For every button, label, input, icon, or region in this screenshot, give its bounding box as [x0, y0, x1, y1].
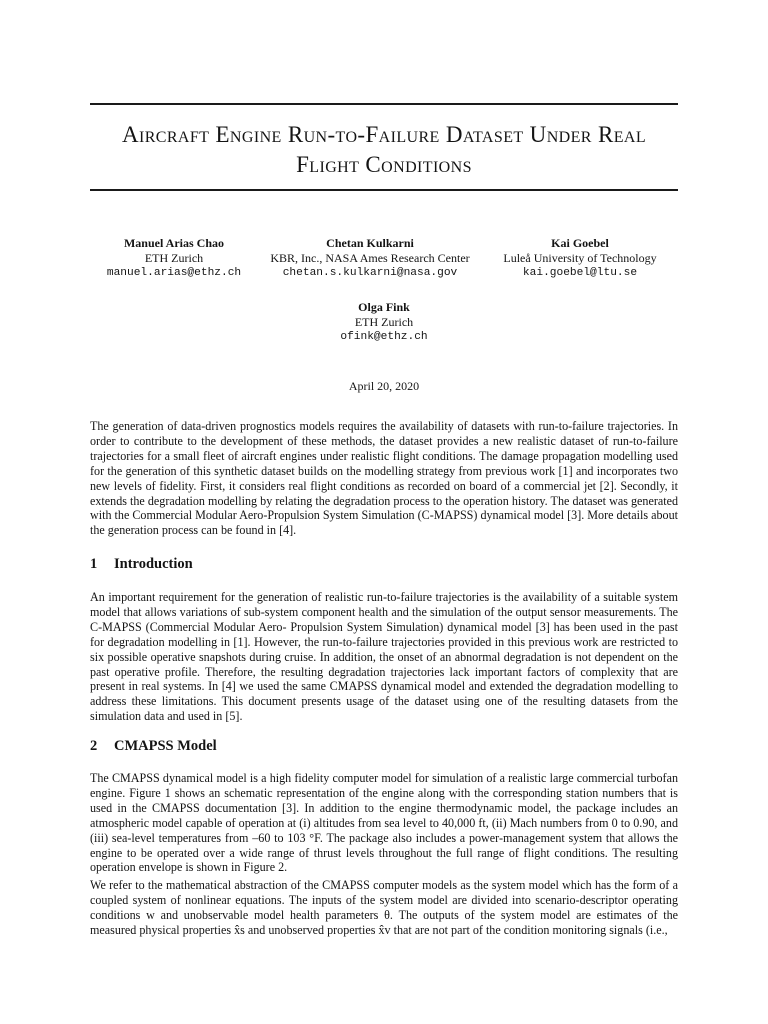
- title-rule-bottom: [90, 189, 678, 191]
- abstract: The generation of data-driven prognostics models requires the availability of datasets with run-to-failure trajectories. In order to contribute to the development of these methods, the dataset provides a new realistic dataset of run-to-failure trajectories for a small fleet of aircraft engines under realistic flight conditions. The damage propagation modelling used for the generation of this synthetic dataset builds on the modelling strategy from previous work [1] and incorporates two new levels of fidelity. First, it considers real flight conditions as recorded on board of a commercial jet [2]. Secondly, it extends the degradation modelling by relating the degradation process to the operation history. The dataset was generated with the Commercial Modular Aero-Propulsion System Simulation (C-MAPSS) dynamical model [3]. More details about the generation process can be found in [4].: [90, 419, 678, 538]
- author-affiliation: ETH Zurich: [144, 251, 204, 265]
- author-block: [304, 300, 464, 345]
- section-number: 2: [90, 738, 98, 754]
- intro-paragraph: An important requirement for the generation of realistic run-to-failure trajectories is the availability of a suitable system model that allows variations of sub-system component health and the simulation of the output sensor measurements. The C-MAPSS (Commercial Modular Aero- Propulsion System Simulation) dynamical model [3] has been used in the past for degradation modelling in [1]. However, the run-to-failure trajectories provided in this previous work are restricted to six possible operative snapshots during cruise. In addition, the onset of an abnormal degradation is not dependent on the past operative profile. Therefore, the resulting degradation trajectories lack important factors of complexity that are present in real systems. In [4] we used the same CMAPSS dynamical model and extended the degradation modelling to address these limitations. This document presents usage of the dataset using one of the resulting datasets from the simulation data and used in [5].: [90, 590, 678, 724]
- title-rule-top: [90, 103, 678, 105]
- author-block: [254, 236, 486, 281]
- cmapss-paragraph: We refer to the mathematical abstraction of the CMAPSS computer models as the system model which has the form of a coupled system of nonlinear equations. The inputs of the system model are divided into scenario-descriptor operating conditions w and unobservable model health parameters θ. The outputs of the system model are estimates of the measured physical properties x̂s and unobserved properties x̂v that are not part of the condition monitoring signals (i.e.,: [90, 878, 678, 937]
- section-number: 1: [90, 556, 98, 572]
- section-heading-introduction: [90, 556, 193, 573]
- section-title: CMAPSS Model: [114, 738, 217, 754]
- author-email[interactable]: ofink@ethz.ch: [340, 331, 428, 343]
- paper-title: Aircraft Engine Run-to-Failure Dataset Under Real Flight Conditions: [121, 122, 647, 177]
- section-heading-cmapss-model: [90, 738, 217, 755]
- author-name: Olga Fink: [358, 300, 410, 314]
- author-block: [90, 236, 258, 281]
- author-name: Kai Goebel: [551, 236, 609, 250]
- cmapss-paragraph: The CMAPSS dynamical model is a high fidelity computer model for simulation of a realistic large commercial turbofan engine. Figure 1 shows an schematic representation of the engine along with the corresponding station numbers that is used in the CMAPSS documentation [3]. In addition to the engine thermodynamic model, the package includes an atmospheric model capable of operation at (i) altitudes from sea level to 40,000 ft, (ii) Mach numbers from 0 to 0.90, and (iii) sea-level temperatures from –60 to 103 °F. The package also includes a power-management system that allows the engine to be operated over a wide range of thrust levels throughout the full range of flight conditions. The resulting operation envelope is shown in Figure 2.: [90, 771, 678, 875]
- author-email[interactable]: kai.goebel@ltu.se: [522, 267, 638, 279]
- author-email[interactable]: chetan.s.kulkarni@nasa.gov: [282, 267, 458, 279]
- author-affiliation: ETH Zurich: [354, 315, 414, 329]
- author-email[interactable]: manuel.arias@ethz.ch: [106, 267, 242, 279]
- author-name: Chetan Kulkarni: [326, 236, 414, 250]
- author-affiliation: Luleå University of Technology: [503, 251, 657, 265]
- author-block: [492, 236, 668, 281]
- author-name: Manuel Arias Chao: [123, 236, 224, 250]
- author-affiliation: KBR, Inc., NASA Ames Research Center: [270, 251, 470, 265]
- section-title: Introduction: [114, 556, 193, 572]
- publication-date: April 20, 2020: [348, 379, 420, 393]
